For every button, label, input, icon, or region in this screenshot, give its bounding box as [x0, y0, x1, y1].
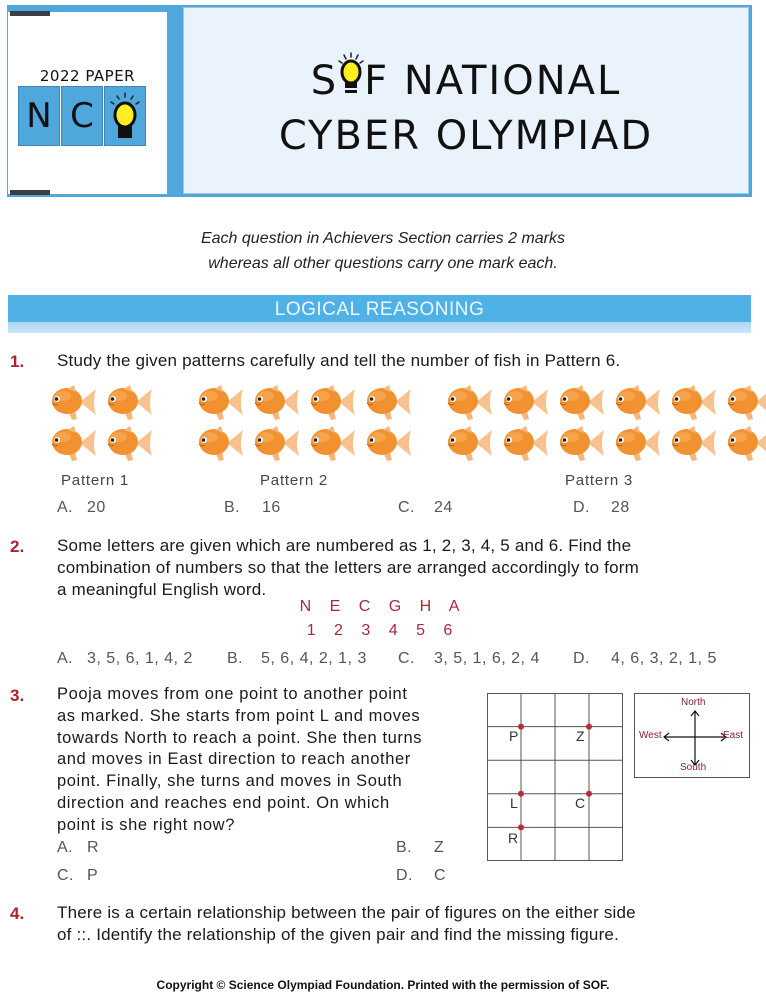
fish-icon [361, 383, 413, 421]
q1-option-d[interactable] [573, 499, 630, 517]
section-banner [8, 295, 751, 333]
direction-grid [487, 693, 623, 861]
question-2-number: 2. [10, 537, 25, 556]
question-3-line: Pooja moves from one point to another point [57, 685, 408, 703]
option-label: B. [227, 650, 244, 667]
option-label: A. [57, 650, 74, 667]
title-line-1 [184, 58, 748, 104]
question-3-text [57, 684, 467, 837]
question-3-line: and moves in East direction to reach another [57, 750, 411, 769]
compass-east-label: East [723, 730, 744, 741]
q1-option-a[interactable] [57, 499, 106, 517]
question-1-text: Study the given patterns carefully and tell the number of fish in Pattern 6. [57, 351, 621, 370]
fish-icon [610, 383, 662, 421]
q2-option-b[interactable] [227, 650, 367, 668]
q3-option-c[interactable] [57, 867, 98, 885]
question-2-text [57, 535, 757, 601]
q2-option-d[interactable] [573, 650, 717, 668]
option-value: P [87, 867, 99, 884]
option-value: 3, 5, 1, 6, 2, 4 [434, 650, 540, 667]
question-3-line: point. Finally, she turns and moves in South [57, 772, 403, 791]
fish-icon [722, 424, 766, 462]
option-value: 5, 6, 4, 2, 1, 3 [261, 650, 367, 667]
compass-north-label: North [681, 697, 706, 708]
instruction-line-1: Each question in Achievers Section carries 2 marks [200, 230, 565, 247]
fish-icon [305, 383, 357, 421]
fish-icon [361, 424, 413, 462]
option-label: C. [398, 650, 415, 667]
question-2-line-3: a meaningful English word. [57, 580, 267, 599]
fish-icon [554, 383, 606, 421]
option-value: 24 [434, 499, 453, 516]
lightbulb-icon [338, 58, 364, 98]
q3-option-b[interactable] [396, 839, 444, 857]
logo-tab-bottom [10, 190, 50, 195]
title-line-2: CYBER OLYMPIAD [278, 113, 654, 159]
fish-row [193, 383, 413, 421]
marking-instructions [0, 226, 766, 276]
title-national: F NATIONAL [364, 58, 622, 104]
question-2-line-2: combination of numbers so that the letters are arranged accordingly to form [57, 558, 639, 577]
option-value: 28 [611, 499, 630, 516]
q3-option-d[interactable] [396, 867, 446, 885]
pattern-2-label: Pattern 2 [260, 472, 329, 489]
fish-icon [498, 424, 550, 462]
lightbulb-icon [108, 91, 142, 141]
title-s: S [310, 58, 339, 104]
question-4-line-1: There is a certain relationship between the pair of figures on the either side [57, 903, 636, 922]
logo-tab-top [10, 11, 50, 16]
option-label: A. [57, 499, 74, 516]
copyright-notice: Copyright © Science Olympiad Foundation. Printed with the permission of SOF. [156, 978, 610, 992]
fish-icon [102, 383, 154, 421]
compass-south-label: South [680, 762, 707, 773]
question-3-line: direction and reaches end point. On which [57, 793, 390, 812]
fish-icon [305, 424, 357, 462]
option-value: 16 [262, 499, 281, 516]
option-value: Z [434, 839, 445, 856]
fish-icon [722, 383, 766, 421]
logo-tile-bulb [104, 86, 146, 146]
option-label: C. [57, 867, 74, 884]
fish-icon [666, 383, 718, 421]
option-value: 3, 5, 6, 1, 4, 2 [87, 650, 193, 667]
option-value: R [87, 839, 100, 856]
fish-row [193, 424, 413, 462]
number-sequence: 1 2 3 4 5 6 [306, 622, 460, 639]
fish-icon [193, 424, 245, 462]
question-3-line: as marked. She starts from point L and moves [57, 706, 421, 725]
question-4-line-2: of ::. Identify the relationship of the given pair and find the missing figure. [57, 925, 620, 944]
q2-option-a[interactable] [57, 650, 193, 668]
fish-icon [666, 424, 718, 462]
option-label: B. [396, 839, 413, 856]
fish-icon [554, 424, 606, 462]
option-label: D. [396, 867, 413, 884]
nco-logo [8, 12, 167, 194]
letter-sequence: N E C G H A [299, 598, 467, 615]
logo-tile-c: C [61, 86, 103, 146]
option-value: 4, 6, 3, 2, 1, 5 [611, 650, 717, 667]
fish-icon [46, 424, 98, 462]
point-z-label: Z [576, 728, 585, 744]
fish-icon [442, 383, 494, 421]
q2-option-c[interactable] [398, 650, 540, 668]
question-3-number: 3. [10, 686, 25, 705]
option-label: B. [224, 499, 241, 516]
fish-icon [249, 383, 301, 421]
fish-row [46, 424, 154, 462]
title-box [183, 7, 749, 194]
question-3-line: towards North to reach a point. She then turns [57, 728, 423, 747]
question-2-line-1: Some letters are given which are numbered as 1, 2, 3, 4, 5 and 6. Find the [57, 536, 632, 555]
fish-icon [249, 424, 301, 462]
section-title: LOGICAL REASONING [274, 299, 485, 320]
fish-icon [442, 424, 494, 462]
point-c-label: C [575, 795, 586, 811]
fish-row [46, 383, 154, 421]
point-p-label: P [509, 728, 519, 744]
fish-icon [610, 424, 662, 462]
logo-year-label: 2022 PAPER [39, 67, 136, 85]
fish-row [442, 383, 766, 421]
logo-tile-n: N [18, 86, 60, 146]
fish-icon [102, 424, 154, 462]
compass-rose [634, 693, 750, 778]
question-1-number: 1. [10, 352, 25, 371]
option-label: C. [398, 499, 415, 516]
fish-icon [498, 383, 550, 421]
fish-icon [193, 383, 245, 421]
logo-tiles [18, 86, 146, 146]
option-label: D. [573, 650, 590, 667]
option-value: 20 [87, 499, 106, 516]
point-l-label: L [510, 795, 518, 811]
pattern-3-label: Pattern 3 [565, 472, 634, 489]
pattern-1-label: Pattern 1 [61, 472, 130, 489]
question-4-text [57, 902, 757, 946]
option-label: A. [57, 839, 74, 856]
paper-header [7, 5, 752, 197]
question-3-line: point is she right now? [57, 815, 235, 834]
question-4-number: 4. [10, 904, 25, 923]
q1-option-c[interactable] [398, 499, 453, 517]
q3-option-a[interactable] [57, 839, 99, 857]
instruction-line-2: whereas all other questions carry one mark each. [208, 255, 558, 272]
fish-row [442, 424, 766, 462]
compass-west-label: West [639, 730, 662, 741]
option-label: D. [573, 499, 590, 516]
option-value: C [434, 867, 447, 884]
q1-option-b[interactable] [224, 499, 281, 517]
point-r-label: R [508, 830, 519, 846]
fish-icon [46, 383, 98, 421]
